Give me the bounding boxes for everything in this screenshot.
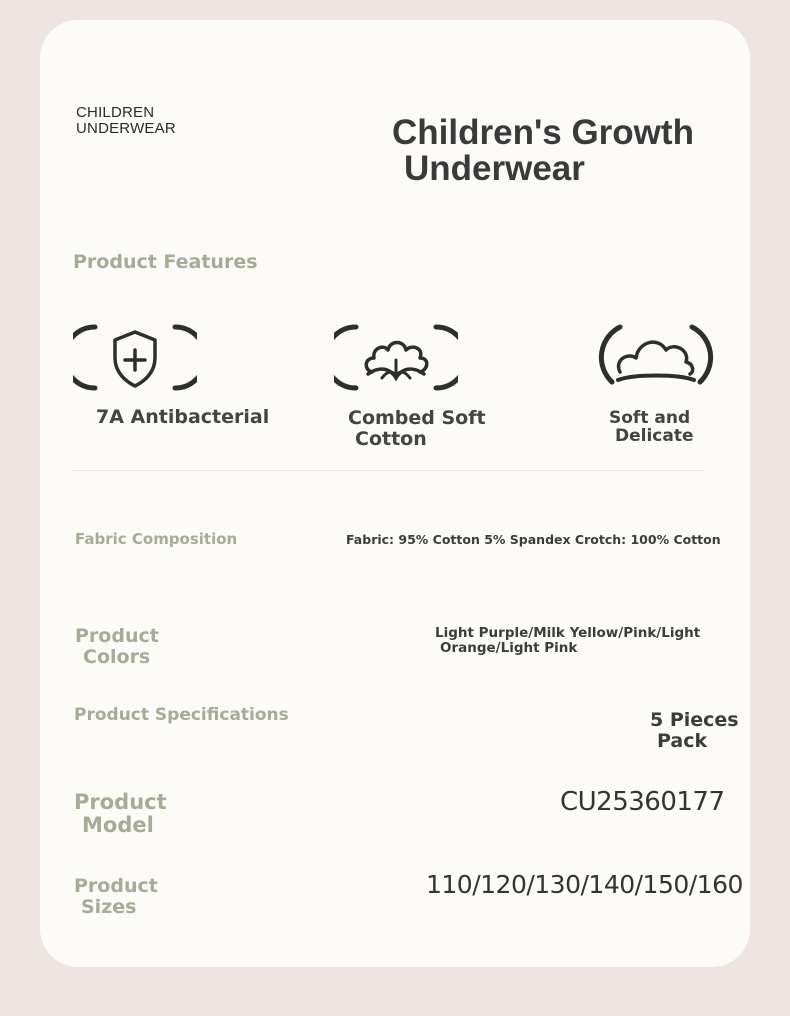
divider [72,470,704,471]
fabric-composition-label: Fabric Composition [75,530,238,548]
brand-line-1: CHILDREN [76,104,155,121]
cloud-icon [594,320,718,396]
feature-label-cotton: Combed Soft Cotton [348,407,486,450]
product-colors-label: Product Colors [75,625,159,668]
feature-label-antibacterial: 7A Antibacterial [96,406,270,428]
title-line-2: Underwear [404,149,585,188]
shield-plus-icon [73,320,197,396]
product-specifications-label: Product Specifications [74,705,289,725]
product-model-value: CU25360177 [560,787,725,817]
feature-label-soft: Soft and Delicate [609,408,694,446]
product-sizes-label: Product Sizes [74,875,158,918]
page-title [392,115,694,187]
features-heading: Product Features [73,251,258,273]
cotton-flower-icon [334,320,458,396]
product-specifications-value: 5 Pieces Pack [650,709,739,752]
product-card [40,20,750,967]
fabric-composition-value: Fabric: 95% Cotton 5% Spandex Crotch: 100% Cotton [346,532,721,547]
product-colors-value: Light Purple/Milk Yellow/Pink/Light Orange/Light Pink [435,625,701,656]
brand-logo [76,105,176,137]
title-line-1: Children's Growth [392,113,694,152]
product-sizes-value: 110/120/130/140/150/160 [426,870,743,899]
product-model-label: Product Model [74,790,167,837]
brand-line-2: UNDERWEAR [76,120,176,137]
